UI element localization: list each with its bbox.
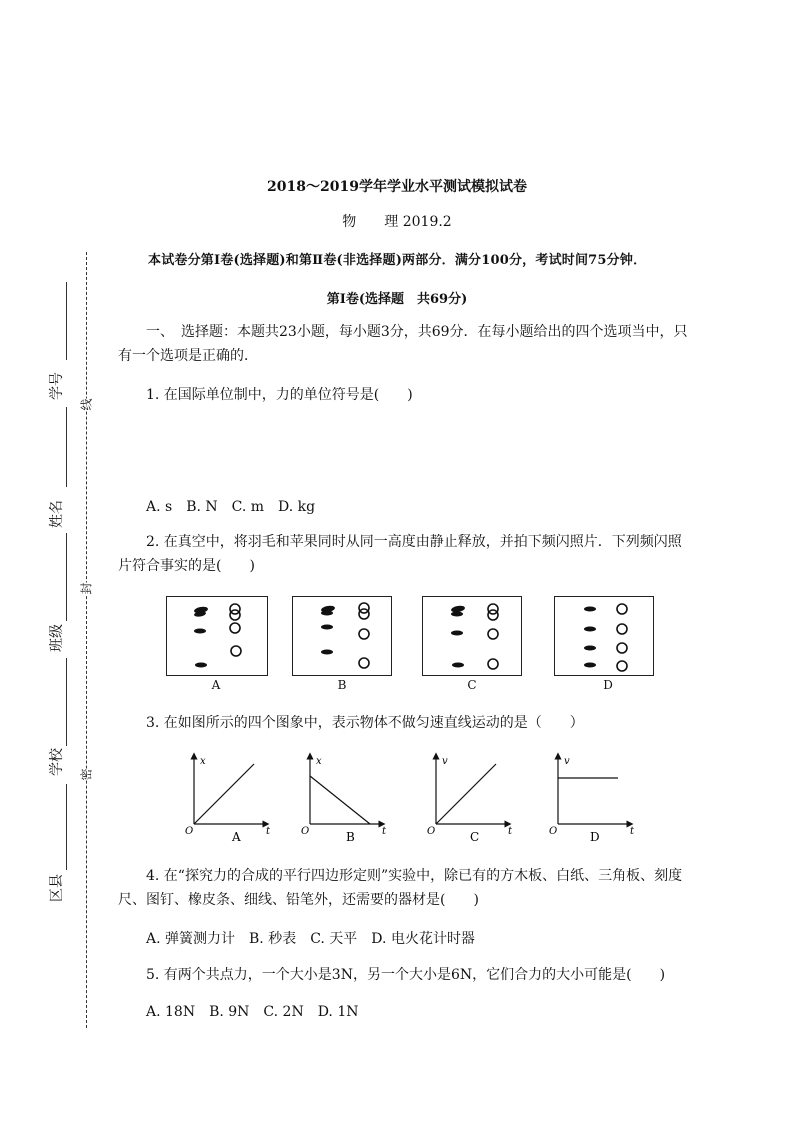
strobe-photo-d [554, 596, 654, 676]
graph-d-origin: O [549, 826, 558, 837]
graph-a [182, 752, 272, 848]
field-name-label: 姓名 [49, 500, 65, 528]
strobe-label-c: C [467, 678, 477, 692]
graph-c-origin: O [427, 826, 436, 837]
field-district-label: 区县 [49, 874, 65, 902]
graph-d [546, 752, 636, 848]
section-instructions: 一、 选择题：本题共23小题，每小题3分，共69分．在每小题给出的四个选项当中，只有一个选项是正确的． [118, 324, 688, 364]
exam-note: 本试卷分第Ⅰ卷(选择题)和第Ⅱ卷(非选择题)两部分．满分100分，考试时间75分钟． [148, 253, 647, 268]
strobe-photo-d-drawing [555, 597, 653, 675]
graph-c-x-axis: t [508, 826, 513, 837]
graph-c-y-axis: v [442, 756, 448, 767]
binding-dashed-line [86, 252, 87, 1028]
question-3-stem: 3. 在如图所示的四个图象中，表示物体不做匀速直线运动的是（ ） [146, 715, 584, 731]
strobe-photo-c-drawing [423, 597, 521, 675]
graph-d-x-axis: t [630, 826, 635, 837]
strobe-photo-b [292, 596, 392, 676]
graph-b-y-axis: x [316, 756, 322, 767]
question-1-stem: 1. 在国际单位制中，力的单位符号是( ) [146, 387, 413, 403]
graph-b [298, 752, 388, 848]
strobe-photo-b-drawing [293, 597, 391, 675]
graph-c-label: C [470, 830, 480, 844]
strobe-label-b: B [337, 678, 347, 692]
graph-a-origin: O [185, 826, 194, 837]
graph-b-x-axis: t [382, 826, 387, 837]
exam-title: 2018～2019学年学业水平测试模拟试卷 [267, 179, 527, 195]
graph-d-y-axis: v [564, 756, 570, 767]
question-4-stem: 4. 在“探究力的合成的平行四边形定则”实验中，除已有的方木板、白纸、三角板、刻度尺、图钉、橡皮条、细线、铅笔外，还需要的器材是( ) [118, 868, 683, 908]
strobe-label-d: D [603, 678, 613, 692]
graph-a-label: A [232, 830, 241, 844]
seal-word-line: 线 [76, 398, 97, 410]
strobe-label-a: A [211, 678, 221, 692]
question-1-options: A. s B. N C. m D. kg [146, 499, 316, 515]
graph-a-x-axis: t [266, 826, 271, 837]
graph-a-y-axis: x [200, 756, 206, 767]
field-student-id-label: 学号 [49, 372, 65, 400]
graph-d-label: D [590, 830, 600, 844]
graph-b-label: B [346, 830, 355, 844]
exam-subject: 物 理 2019.2 [342, 214, 452, 230]
part-title: 第Ⅰ卷(选择题 共69分) [326, 292, 468, 307]
graph-c [424, 752, 514, 848]
strobe-photo-c [422, 596, 522, 676]
field-school-line-top [66, 658, 67, 746]
field-school-label: 学校 [49, 748, 65, 776]
seal-word-close: 密 [76, 768, 97, 780]
seal-word-seal: 封 [76, 582, 97, 594]
question-4-options: A. 弹簧测力计 B. 秒表 C. 天平 D. 电火花计时器 [146, 931, 475, 947]
question-2-stem: 2. 在真空中，将羽毛和苹果同时从同一高度由静止释放，并拍下频闪照片．下列频闪照片符合事实的是( ) [118, 534, 682, 574]
strobe-photo-a-drawing [167, 597, 267, 675]
strobe-photo-a [166, 596, 268, 676]
field-name-line-top [66, 407, 67, 487]
question-5-options: A. 18N B. 9N C. 2N D. 1N [146, 1004, 359, 1020]
graph-b-origin: O [301, 826, 310, 837]
field-class-label: 班级 [49, 624, 65, 652]
field-class-line-top [66, 533, 67, 621]
question-5-stem: 5. 有两个共点力，一个大小是3N，另一个大小是6N，它们合力的大小可能是( ) [146, 967, 666, 983]
field-district-line-top [66, 784, 67, 870]
